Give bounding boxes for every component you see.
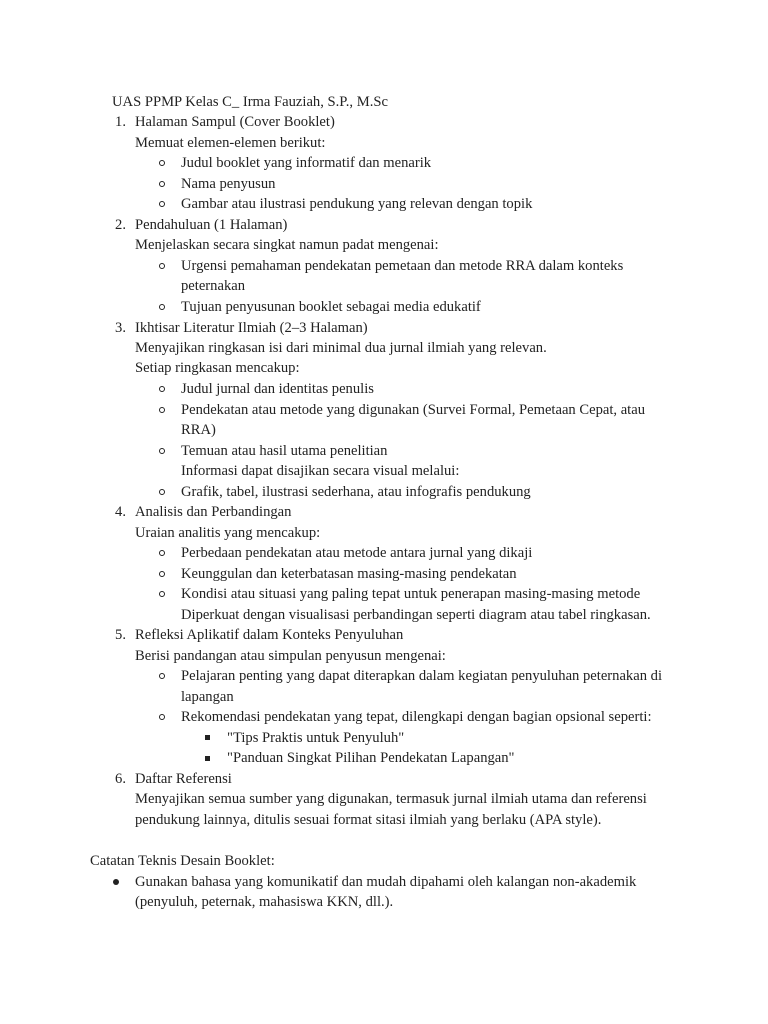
section-3-heading: Ikhtisar Literatur Ilmiah (2–3 Halaman) <box>135 320 368 336</box>
section-3-item-3-cont: Informasi dapat disajikan secara visual melalui: <box>181 463 460 479</box>
section-2-number: 2. <box>115 217 126 233</box>
section-5-number: 5. <box>115 627 126 643</box>
section-1-number: 1. <box>115 114 126 130</box>
section-1-heading: Halaman Sampul (Cover Booklet) <box>135 114 335 130</box>
section-4-intro: Uraian analitis yang mencakup: <box>135 525 321 541</box>
circle-bullet-icon <box>159 160 165 166</box>
bullet-dot-icon <box>113 879 119 885</box>
section-5-item-2: Rekomendasi pendekatan yang tepat, dilengkapi dengan bagian opsional seperti: <box>181 709 652 725</box>
circle-bullet-icon <box>159 714 165 720</box>
circle-bullet-icon <box>159 304 165 310</box>
circle-bullet-icon <box>159 263 165 269</box>
section-2-item-1-cont: peternakan <box>181 278 246 294</box>
section-5-subitem-2: "Panduan Singkat Pilihan Pendekatan Lapangan" <box>227 750 515 766</box>
square-bullet-icon <box>205 735 210 740</box>
square-bullet-icon <box>205 756 210 761</box>
section-5-subitem-1: "Tips Praktis untuk Penyuluh" <box>227 730 405 746</box>
section-5-item-1: Pelajaran penting yang dapat diterapkan dalam kegiatan penyuluhan peternakan di <box>181 668 663 684</box>
section-4-item-1: Perbedaan pendekatan atau metode antara jurnal yang dikaji <box>181 545 533 561</box>
section-2-heading: Pendahuluan (1 Halaman) <box>135 217 288 233</box>
circle-bullet-icon <box>159 386 165 392</box>
notes-item-1: Gunakan bahasa yang komunikatif dan mudah dipahami oleh kalangan non-akademik <box>135 874 637 890</box>
section-6-number: 6. <box>115 771 126 787</box>
section-3-item-2: Pendekatan atau metode yang digunakan (Survei Formal, Pemetaan Cepat, atau <box>181 402 646 418</box>
section-4-item-2: Keunggulan dan keterbatasan masing-masing pendekatan <box>181 566 517 582</box>
section-1-item-2: Nama penyusun <box>181 176 276 192</box>
circle-bullet-icon <box>159 181 165 187</box>
section-1-item-3: Gambar atau ilustrasi pendukung yang relevan dengan topik <box>181 196 533 212</box>
section-5-heading: Refleksi Aplikatif dalam Konteks Penyuluhan <box>135 627 404 643</box>
circle-bullet-icon <box>159 448 165 454</box>
section-4-number: 4. <box>115 504 126 520</box>
section-3-item-2-cont: RRA) <box>181 422 216 438</box>
section-4-heading: Analisis dan Perbandingan <box>135 504 292 520</box>
section-6-intro-2: pendukung lainnya, ditulis sesuai format sitasi ilmiah yang berlaku (APA style). <box>135 812 602 828</box>
circle-bullet-icon <box>159 407 165 413</box>
section-1-intro: Memuat elemen-elemen berikut: <box>135 135 326 151</box>
section-2-intro: Menjelaskan secara singkat namun padat mengenai: <box>135 237 439 253</box>
notes-item-1-cont: (penyuluh, peternak, mahasiswa KKN, dll.). <box>135 894 394 910</box>
section-6-heading: Daftar Referensi <box>135 771 232 787</box>
section-1-item-1: Judul booklet yang informatif dan menarik <box>181 155 432 171</box>
notes-heading: Catatan Teknis Desain Booklet: <box>90 853 275 869</box>
section-3-item-1: Judul jurnal dan identitas penulis <box>181 381 374 397</box>
circle-bullet-icon <box>159 673 165 679</box>
section-3-intro-2: Setiap ringkasan mencakup: <box>135 360 300 376</box>
section-2-item-1: Urgensi pemahaman pendekatan pemetaan dan metode RRA dalam konteks <box>181 258 624 274</box>
section-3-item-3: Temuan atau hasil utama penelitian <box>181 443 388 459</box>
circle-bullet-icon <box>159 550 165 556</box>
section-6-intro: Menyajikan semua sumber yang digunakan, termasuk jurnal ilmiah utama dan referensi <box>135 791 647 807</box>
section-4-item-3-cont: Diperkuat dengan visualisasi perbandingan seperti diagram atau tabel ringkasan. <box>181 607 651 623</box>
section-2-item-2: Tujuan penyusunan booklet sebagai media edukatif <box>181 299 481 315</box>
document-title: UAS PPMP Kelas C_ Irma Fauziah, S.P., M.Sc <box>112 94 388 110</box>
circle-bullet-icon <box>159 591 165 597</box>
section-3-item-4: Grafik, tabel, ilustrasi sederhana, atau infografis pendukung <box>181 484 531 500</box>
section-5-item-1-cont: lapangan <box>181 689 234 705</box>
section-4-item-3: Kondisi atau situasi yang paling tepat untuk penerapan masing-masing metode <box>181 586 641 602</box>
section-5-intro: Berisi pandangan atau simpulan penyusun mengenai: <box>135 648 446 664</box>
circle-bullet-icon <box>159 571 165 577</box>
circle-bullet-icon <box>159 489 165 495</box>
circle-bullet-icon <box>159 201 165 207</box>
section-3-number: 3. <box>115 320 126 336</box>
section-3-intro: Menyajikan ringkasan isi dari minimal dua jurnal ilmiah yang relevan. <box>135 340 547 356</box>
